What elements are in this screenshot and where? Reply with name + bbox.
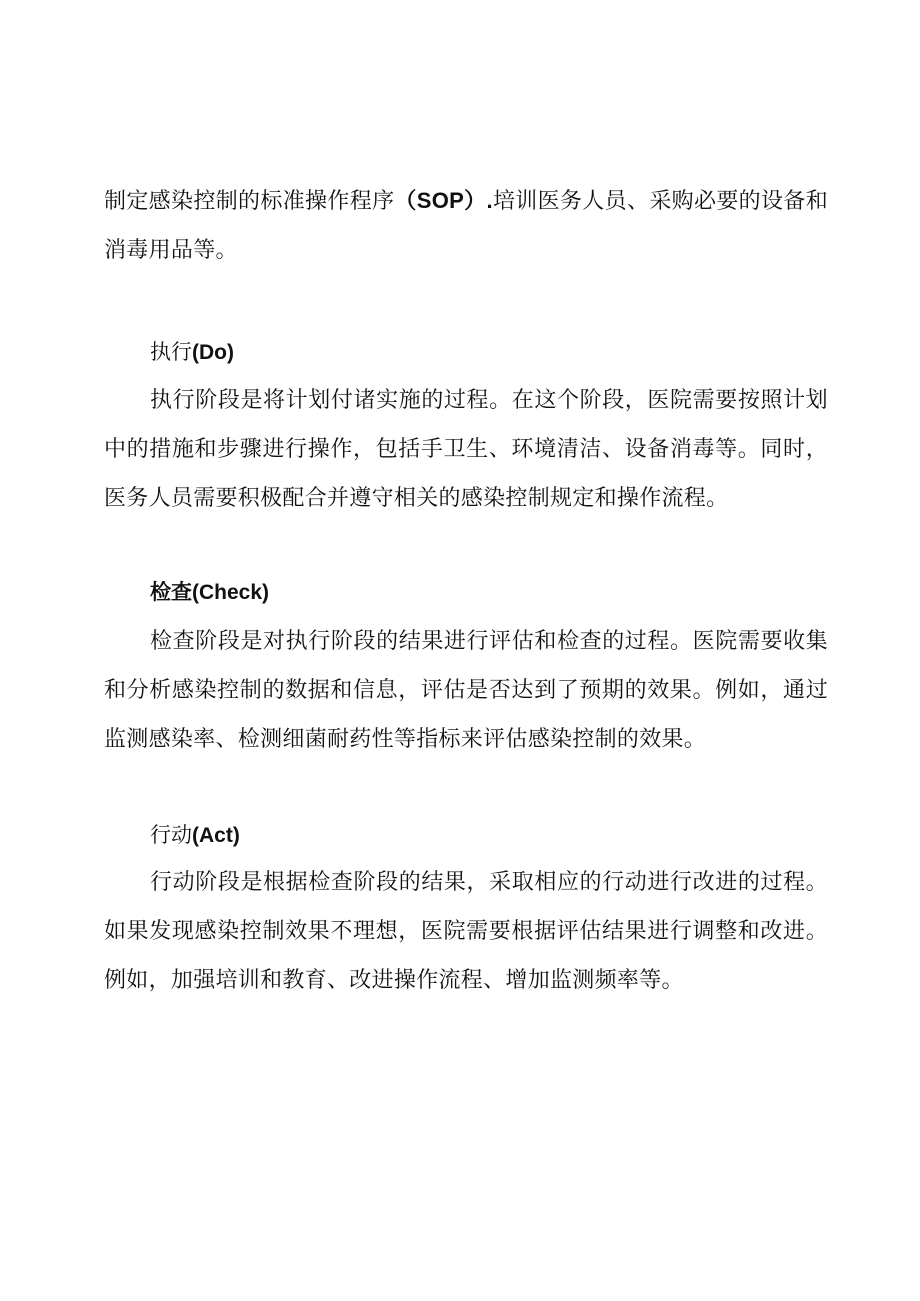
heading-do-en: (Do) [192, 341, 234, 364]
section-heading-check [150, 577, 269, 608]
heading-do-cn: 执行 [150, 340, 192, 364]
heading-act-cn: 行动 [150, 823, 192, 847]
intro-paragraph [104, 176, 828, 275]
section-heading-do [150, 337, 234, 368]
intro-text-part3: 培训医务人员、采购必要的设备和消毒用品等。 [104, 189, 828, 263]
heading-check-en: (Check) [192, 581, 270, 604]
section-body-act: 行动阶段是根据检查阶段的结果，采取相应的行动进行改进的过程。如果发现感染控制效果不理想，医院需要根据评估结果进行调整和改进。例如，加强培训和教育、改进操作流程、增加监测频率等。 [104, 870, 828, 993]
intro-text-part1: 制定感染控制的标准操作程序 [104, 189, 395, 214]
heading-check-cn: 检查 [150, 580, 192, 604]
heading-act-en: (Act) [192, 824, 240, 847]
intro-sop-abbrev: （SOP）. [394, 188, 493, 213]
section-body-check: 检查阶段是对执行阶段的结果进行评估和检查的过程。医院需要收集和分析感染控制的数据和信息，评估是否达到了预期的效果。例如，通过监测感染率、检测细菌耐药性等指标来评估感染控制的效果。 [104, 629, 828, 752]
section-heading-act [150, 820, 240, 851]
section-body-do: 执行阶段是将计划付诸实施的过程。在这个阶段，医院需要按照计划中的措施和步骤进行操作，包括手卫生、环境清洁、设备消毒等。同时，医务人员需要积极配合并遵守相关的感染控制规定和操作流程。 [104, 388, 828, 511]
